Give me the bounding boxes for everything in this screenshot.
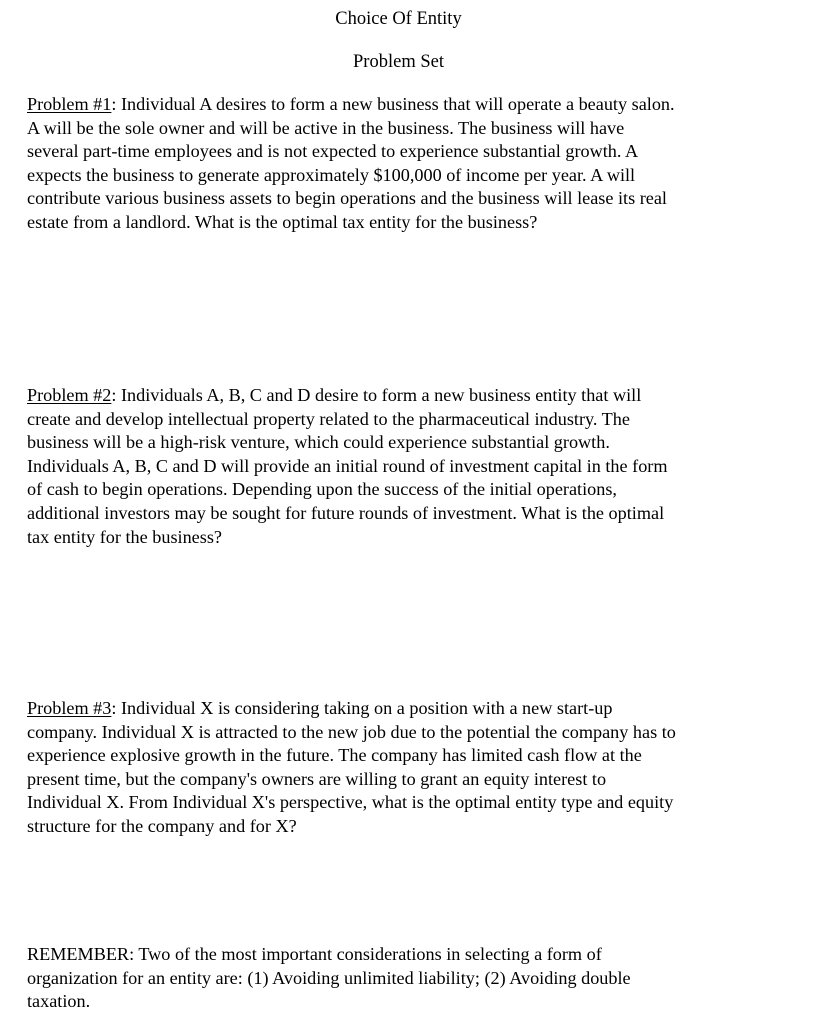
- problem-2-line-3: business will be a high-risk venture, which could experience substantial growth.: [27, 432, 610, 453]
- problem-2-line-6: additional investors may be sought for future rounds of investment. What is the optimal: [27, 502, 665, 523]
- problem-1-line-6: estate from a landlord. What is the optimal tax entity for the business?: [27, 211, 538, 232]
- problem-3-line-1: [27, 697, 817, 721]
- problem-3: [27, 697, 817, 839]
- problem-2-line-4: Individuals A, B, C and D will provide an initial round of investment capital in the form: [27, 455, 668, 476]
- remember-note: [27, 943, 817, 1014]
- problem-2-line-5: of cash to begin operations. Depending upon the success of the initial operations,: [27, 479, 617, 500]
- document-title: Choice Of Entity: [335, 9, 462, 29]
- problem-2: [27, 384, 817, 549]
- problem-1: [27, 93, 817, 235]
- problem-3-line-2: company. Individual X is attracted to the new job due to the potential the company has to: [27, 721, 676, 742]
- problem-2-label: Problem #2: [27, 385, 112, 405]
- problem-1-line-4: expects the business to generate approximately $100,000 of income per year. A will: [27, 164, 636, 185]
- problem-2-line-2: create and develop intellectual property related to the pharmaceutical industry. The: [27, 408, 630, 429]
- problem-2-line-7: tax entity for the business?: [27, 526, 222, 547]
- problem-3-line-6: structure for the company and for X?: [27, 815, 297, 836]
- problem-3-line-3: experience explosive growth in the future. The company has limited cash flow at the: [27, 745, 642, 766]
- problem-1-line-2: A will be the sole owner and will be active in the business. The business will have: [27, 117, 625, 138]
- problem-1-line-3: several part-time employees and is not expected to experience substantial growth. A: [27, 141, 639, 162]
- remember-line-3: taxation.: [27, 991, 91, 1012]
- problem-3-label: Problem #3: [27, 698, 112, 718]
- problem-1-line-1-text: : Individual A desires to form a new business that will operate a beauty salon.: [111, 94, 675, 114]
- problem-3-line-5: Individual X. From Individual X's perspective, what is the optimal entity type and equity: [27, 792, 674, 813]
- problem-2-line-1: [27, 384, 817, 408]
- remember-line-2: organization for an entity are: (1) Avoiding unlimited liability; (2) Avoiding double: [27, 967, 631, 988]
- problem-2-line-1-text: : Individuals A, B, C and D desire to form a new business entity that will: [111, 385, 642, 405]
- document-subtitle: Problem Set: [353, 52, 444, 72]
- problem-1-line-1: [27, 93, 817, 117]
- problem-1-label: Problem #1: [27, 94, 112, 114]
- problem-3-line-4: present time, but the company's owners are willing to grant an equity interest to: [27, 768, 607, 789]
- remember-line-1: REMEMBER: Two of the most important considerations in selecting a form of: [27, 944, 602, 964]
- problem-1-line-5: contribute various business assets to begin operations and the business will lease its real: [27, 188, 667, 209]
- problem-3-line-1-text: : Individual X is considering taking on a position with a new start-up: [111, 698, 613, 718]
